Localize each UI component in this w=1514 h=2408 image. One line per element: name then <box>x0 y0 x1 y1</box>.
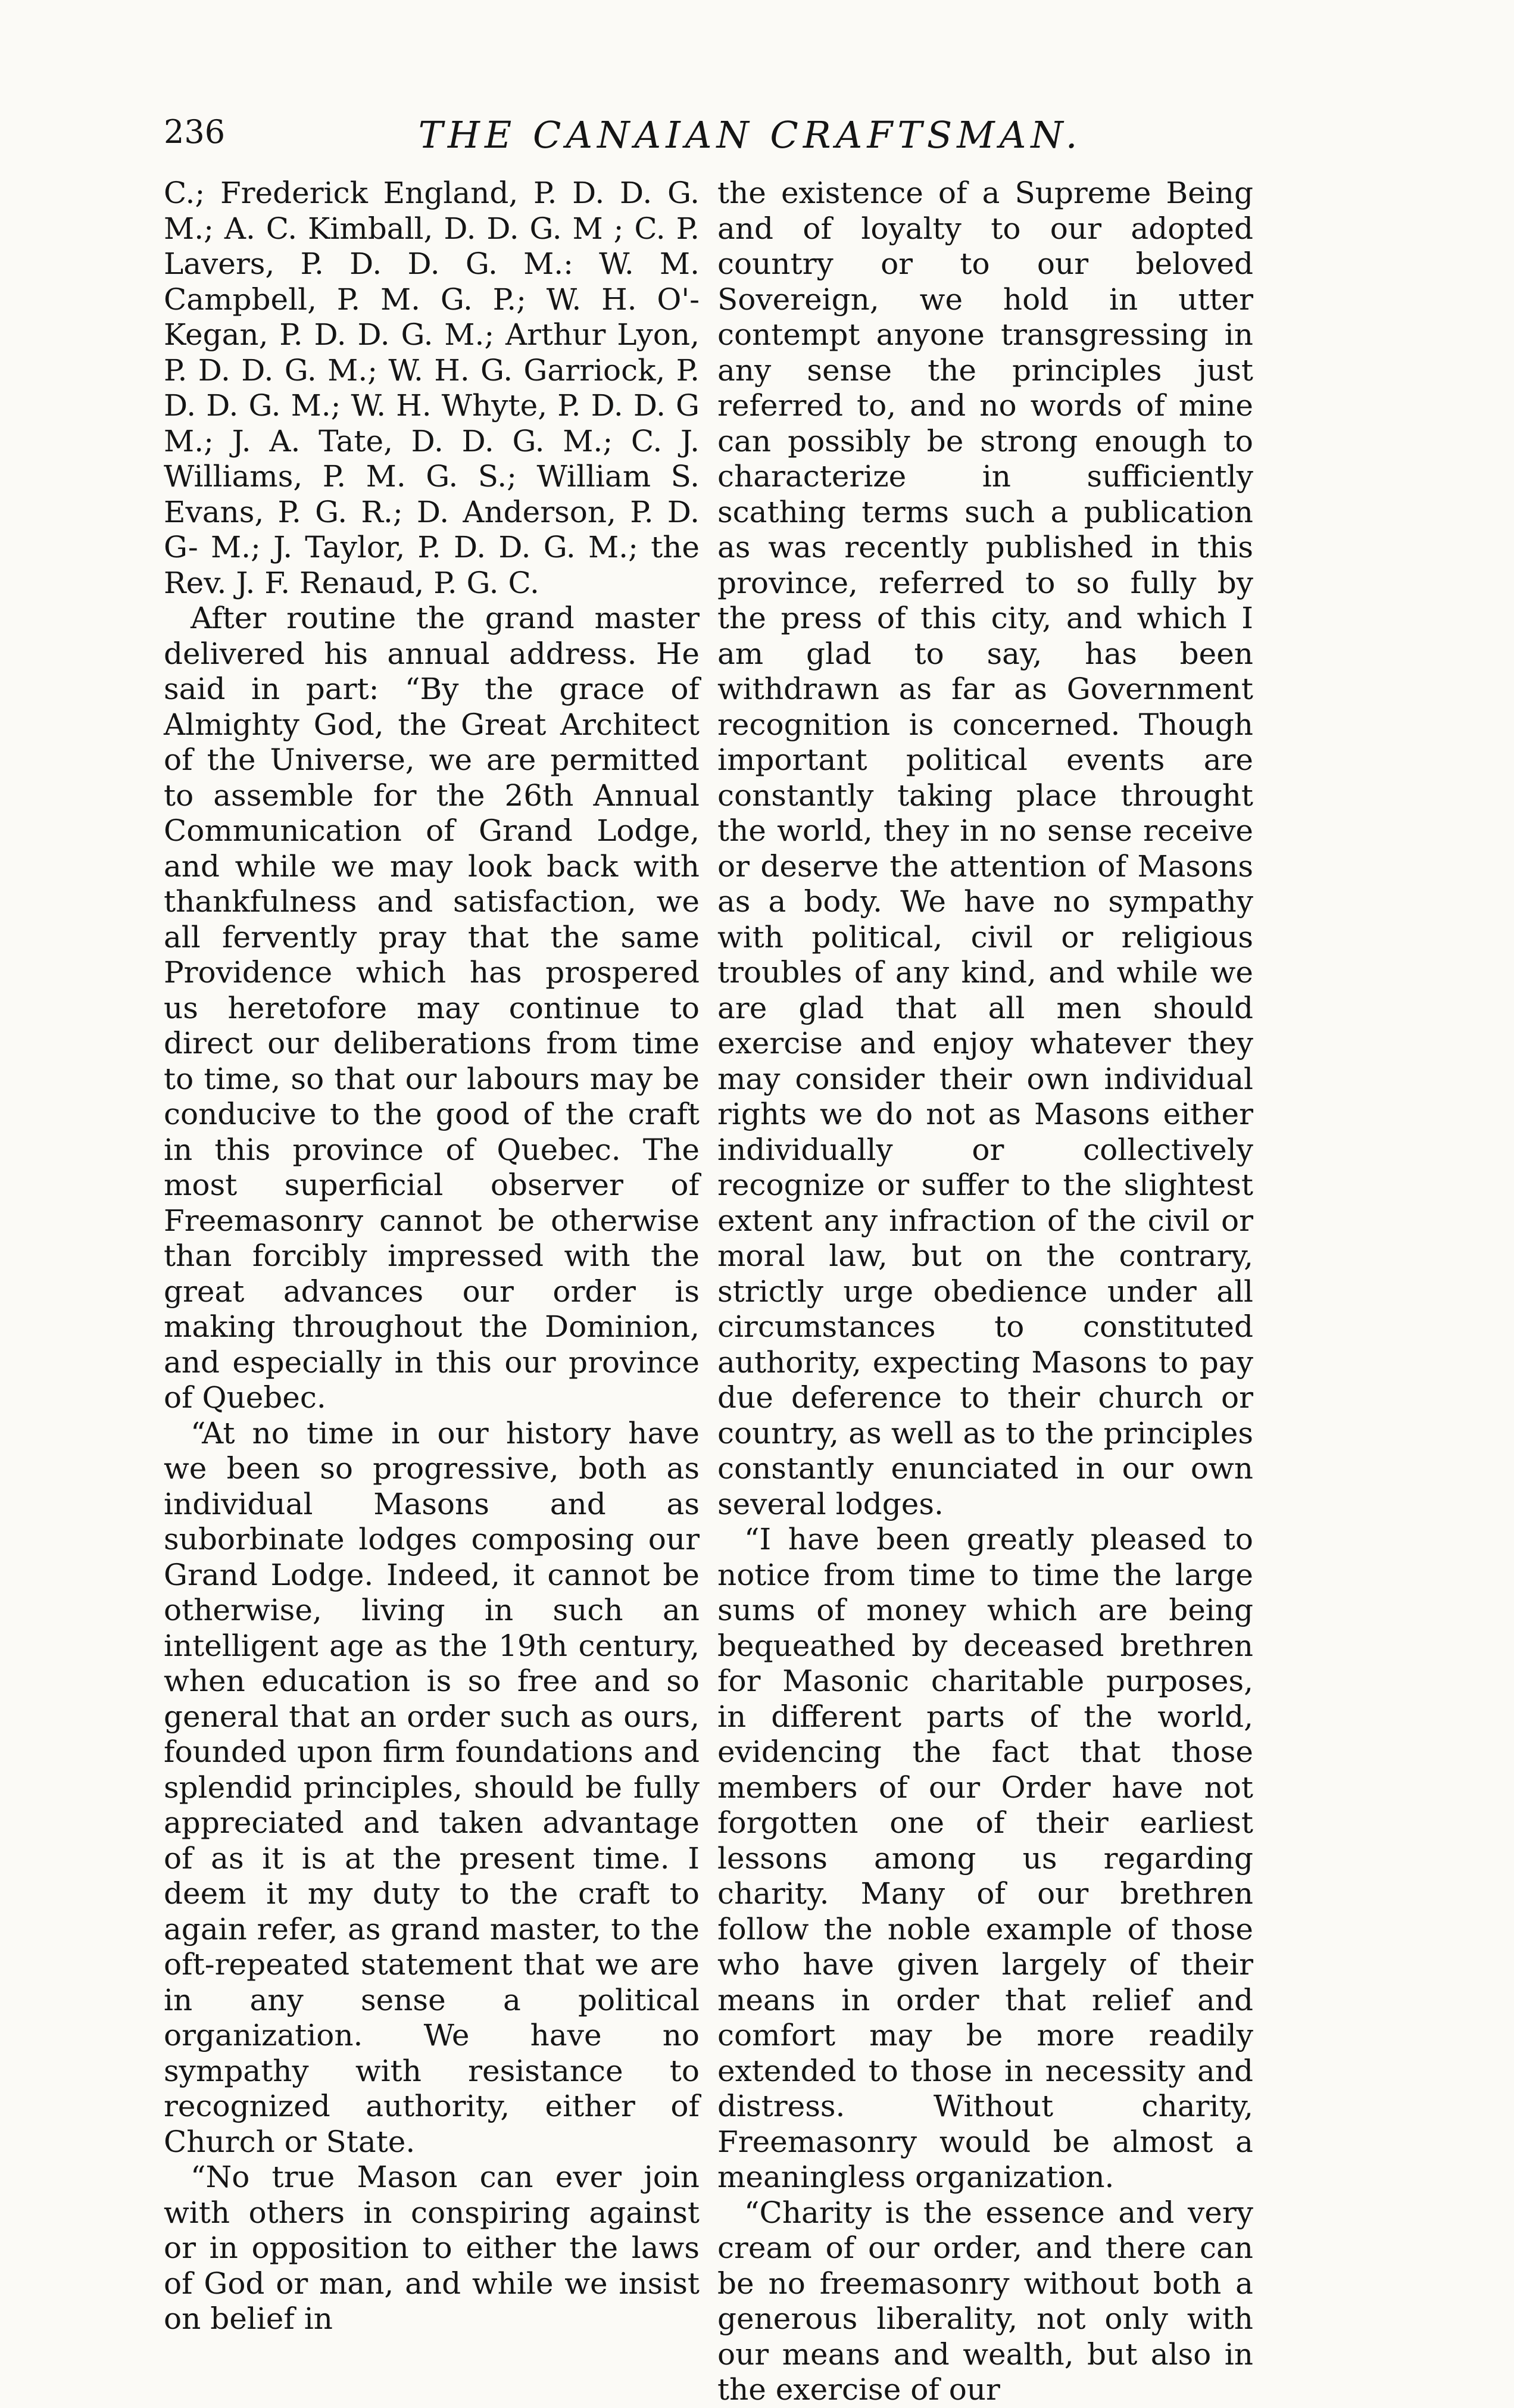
page-header <box>164 113 1337 167</box>
right-paragraph-1: the existence of a Supreme Being and of loyalty to our adopted country or to our beloved Sovereign, we hold in utter contempt anyone transgressing in any sense the principles just referred to, and no words of mine can possibly be strong enough to characterize in sufficiently scathing terms such a publication as was recently published in this province, referred to so fully by the press of this city, and which I am glad to say, has been withdrawn as far as Government recognition is concerned. Though important political events are constantly taking place throught the world, they in no sense receive or deserve the attention of Masons as a body. We have no sympathy with political, civil or religious troubles of any kind, and while we are glad that all men should exercise and enjoy whatever they may consider their own individual rights we do not as Masons either individually or collectively recognize or suffer to the slightest extent any infraction of the civil or moral law, but on the contrary, strictly urge obedience under all circumstances to constituted authority, expecting Masons to pay due deference to their church or country, as well as to the principles constantly enunciated in our own several lodges. <box>717 176 1253 1521</box>
running-title: THE CANAIAN CRAFTSMAN. <box>418 113 1082 157</box>
left-paragraph-3: “At no time in our history have we been so progressive, both as individual Masons and as suborbinate lodges composing our Grand Lodge. Indeed, it cannot be otherwise, living in such an intelligent age as the 19th century, when education is so free and so general that an order such as ours, founded upon firm foundations and splendid principles, should be fully appreciated and taken advantage of as it is at the present time. I deem it my duty to the craft to again refer, as grand master, to the oft-repeated statement that we are in any sense a political organization. We have no sympathy with resistance to recognized authority, either of Church or State. <box>164 1415 700 2159</box>
left-paragraph-4: “No true Mason can ever join with others in conspiring against or in opposition to either the laws of God or man, and while we insist on belief in <box>164 2160 700 2336</box>
right-paragraph-3: “Charity is the essence and very cream of our order, and there can be no freemasonry without both a generous liberality, not only with our means and wealth, but also in the exercise of our <box>717 2195 1253 2407</box>
left-paragraph-2: After routine the grand master delivered his annual address. He said in part: “By the grace of Almighty God, the Great Architect of the Universe, we are permitted to assemble for the 26th Annual Communication of Grand Lodge, and while we may look back with thankfulness and satisfaction, we all fervently pray that the same Providence which has prospered us heretofore may continue to direct our deliberations from time to time, so that our labours may be conducive to the good of the craft in this province of Quebec. The most superficial observer of Freemasonry cannot be otherwise than forcibly impressed with the great advances our order is making throughout the Dominion, and especially in this our province of Quebec. <box>164 601 700 1415</box>
right-paragraph-2: “I have been greatly pleased to notice from time to time the large sums of money which are being bequeathed by deceased brethren for Masonic charitable purposes, in different parts of the world, evidencing the fact that those members of our Order have not forgotten one of their earliest lessons among us regarding charity. Many of our brethren follow the noble example of those who have given largely of their means in order that relief and comfort may be more readily extended to those in necessity and distress. Without charity, Freemasonry would be almost a meaningless organization. <box>717 1522 1253 2194</box>
page-number: 236 <box>164 113 226 151</box>
left-column <box>164 176 700 2336</box>
right-column <box>717 176 1253 2407</box>
left-paragraph-1: C.; Frederick England, P. D. D. G. M.; A. C. Kimball, D. D. G. M ; C. P. Lavers, P. D. D. G. M.: W. M. Campbell, P. M. G. P.; W. H. O'-Kegan, P. D. D. G. M.; Arthur Lyon, P. D. D. G. M.; W. H. G. Garriock, P. D. D. G. M.; W. H. Whyte, P. D. D. G M.; J. A. Tate, D. D. G. M.; C. J. Williams, P. M. G. S.; William S. Evans, P. G. R.; D. Anderson, P. D. G- M.; J. Taylor, P. D. D. G. M.; the Rev. J. F. Renaud, P. G. C. <box>164 176 700 600</box>
